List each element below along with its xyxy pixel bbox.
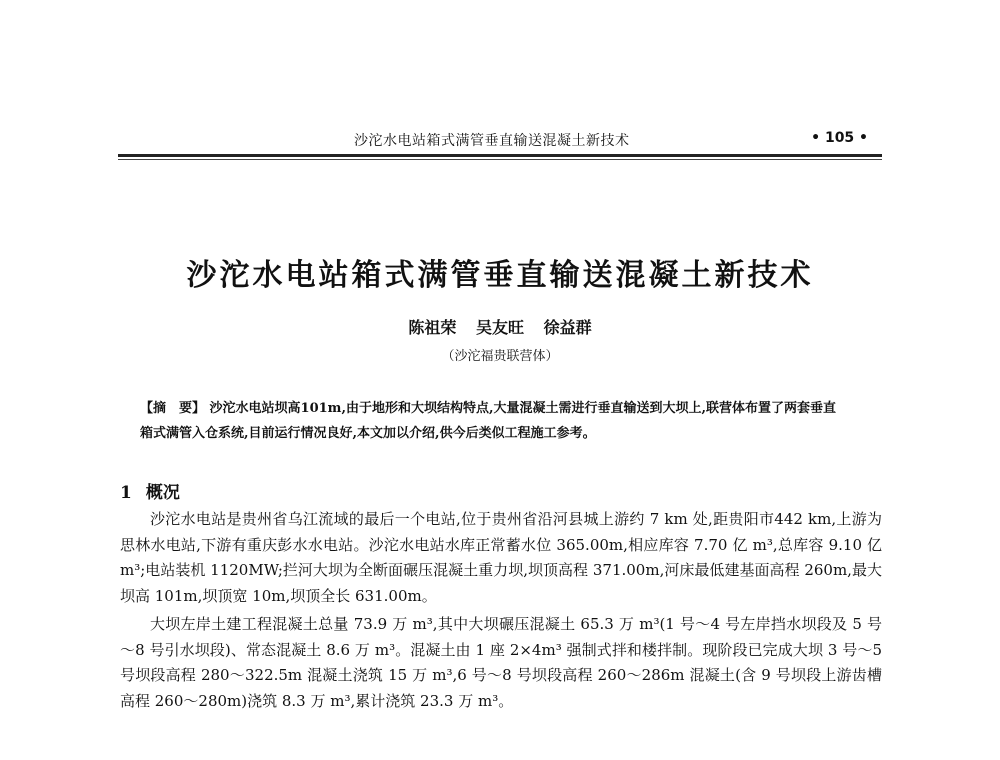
- section-heading: [120, 478, 180, 503]
- abstract: [140, 396, 840, 446]
- paragraph: 沙沱水电站是贵州省乌江流域的最后一个电站,位于贵州省沿河县城上游约 7 km 处,距贵阳市442 km,上游为思林水电站,下游有重庆彭水水电站。沙沱水电站水库正常蓄水位 365.00m,相应库容 7.70 亿 m³,总库容 9.10 亿 m³;电站装机 1120MW;拦河大坝为全断面碾压混凝土重力坝,坝顶高程 371.00m,河床最低建基面高程 260m,最大坝高 101m,坝顶宽 10m,坝顶全长 631.00m。: [120, 510, 882, 605]
- paragraph: 大坝左岸土建工程混凝土总量 73.9 万 m³,其中大坝碾压混凝土 65.3 万 m³(1 号～4 号左岸挡水坝段及 5 号～8 号引水坝段)、常态混凝土 8.6 万 m³。混凝土由 1 座 2×4m³ 强制式拌和楼拌制。现阶段已完成大坝 3 号～5 号坝段高程 280～322.5m 混凝土浇筑 15 万 m³,6 号～8 号坝段高程 260～286m 混凝土(含 9 号坝段上游齿槽高程 260～280m)浇筑 8.3 万 m³,累计浇筑 23.3 万 m³。: [120, 615, 882, 710]
- article-title: 沙沱水电站箱式满管垂直输送混凝土新技术: [186, 258, 814, 293]
- header-rule-thick: [118, 154, 882, 157]
- section-number: 1: [120, 483, 132, 503]
- header-rule-thin: [118, 159, 882, 160]
- affiliation: （沙沱福贵联营体）: [441, 349, 559, 364]
- authors: 陈祖荣 吴友旺 徐益群: [408, 318, 592, 337]
- abstract-text: 沙沱水电站坝高101m,由于地形和大坝结构特点,大量混凝土需进行垂直输送到大坝上,联营体布置了两套垂直箱式满管入仓系统,目前运行情况良好,本文加以介绍,供今后类似工程施工参考。: [140, 401, 837, 441]
- running-head-title: 沙沱水电站箱式满管垂直输送混凝土新技术: [354, 133, 630, 149]
- page-number: • 105 •: [811, 130, 868, 146]
- section-title: 概况: [145, 483, 180, 503]
- abstract-label: 【摘 要】: [140, 401, 206, 416]
- running-head: [118, 130, 882, 152]
